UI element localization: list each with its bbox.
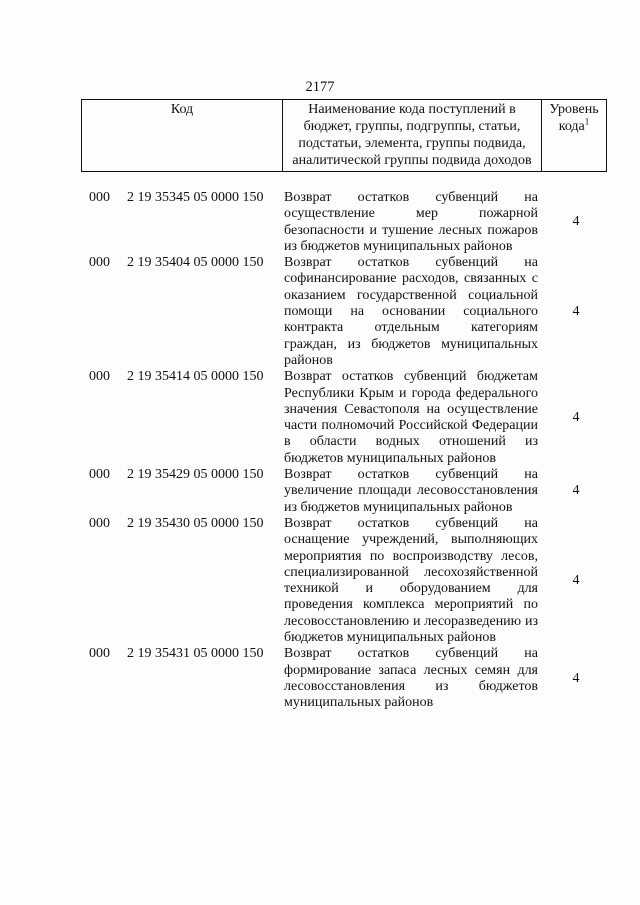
row-name: Возврат остатков субвенций на оснащение учреждений, выполняющих мероприятия по воспроизводству лесов, специализированной лесохозяйственной техникой и оборудованием для проведения комплекса мероприятий по лесовосстановлению и лесоразведению из бюджетов муниципальных районов <box>284 515 538 646</box>
row-code: 2 19 35345 05 0000 150 <box>127 190 264 205</box>
row-prefix: 000 <box>89 190 110 205</box>
page-number: 2177 <box>305 79 335 95</box>
table-row <box>0 516 640 646</box>
header-level-footnote-marker: 1 <box>584 116 590 127</box>
row-code: 2 19 35430 05 0000 150 <box>127 515 264 531</box>
table-body <box>0 190 640 712</box>
table-row <box>0 255 640 369</box>
row-name: Возврат остатков субвенций на осуществление мер пожарной безопасности и тушение лесных пожаров из бюджетов муниципальных районов <box>284 190 538 254</box>
row-code: 2 19 35414 05 0000 150 <box>127 369 264 385</box>
row-prefix: 000 <box>89 255 110 271</box>
row-name: Возврат остатков субвенций на софинансирование расходов, связанных с оказанием государственной социальной помощи на основании социального контракта отдельным категориям граждан, из бюджетов муниципальных районов <box>284 255 538 368</box>
header-name-column: Наименование кода поступлений в бюджет, группы, подгруппы, статьи, подстатьи, элемента, группы подвида, аналитической группы подвида доходов <box>283 100 542 172</box>
row-code: 2 19 35429 05 0000 150 <box>127 467 264 483</box>
row-prefix: 000 <box>89 369 110 385</box>
table-row <box>0 190 640 255</box>
row-prefix: 000 <box>89 467 110 483</box>
row-prefix: 000 <box>89 646 110 662</box>
row-level: 4 <box>572 670 580 686</box>
table-row <box>0 646 640 711</box>
table-row <box>0 369 640 467</box>
row-level: 4 <box>572 483 580 499</box>
row-name: Возврат остатков субвенций на формирование запаса лесных семян для лесовосстановления из бюджетов муниципальных районов <box>284 646 538 711</box>
table-row <box>0 467 640 516</box>
header-code-column: Код <box>82 100 283 172</box>
header-level-label: Уровень кода <box>549 102 599 134</box>
row-level: 4 <box>572 304 580 320</box>
table-header <box>81 99 607 172</box>
header-level-column <box>542 100 607 172</box>
row-level: 4 <box>572 572 580 588</box>
row-level: 4 <box>572 410 580 425</box>
row-prefix: 000 <box>89 515 110 531</box>
row-code: 2 19 35404 05 0000 150 <box>127 255 264 271</box>
row-code: 2 19 35431 05 0000 150 <box>127 646 264 662</box>
row-level: 4 <box>572 214 580 230</box>
row-name: Возврат остатков субвенций бюджетам Республики Крым и города федерального значения Севастополя на осуществление части полномочий Российской Федерации в области водных отношений из бюджетов муниципальных районов <box>284 369 538 466</box>
row-name: Возврат остатков субвенций на увеличение площади лесовосстановления из бюджетов муниципальных районов <box>284 467 538 515</box>
